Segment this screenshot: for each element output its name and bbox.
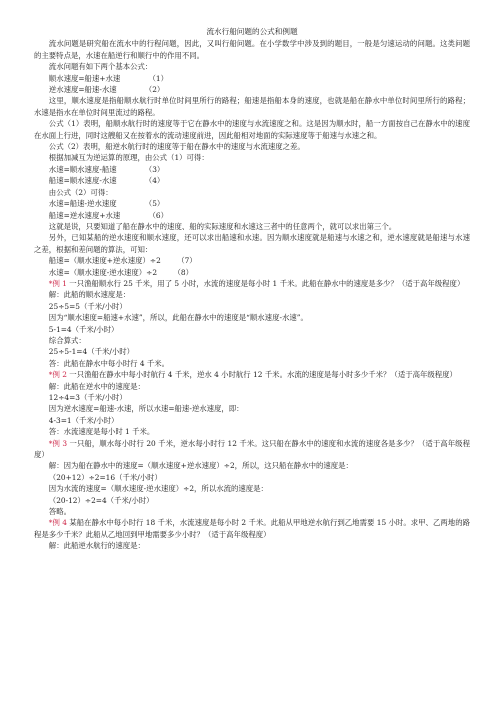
formula-line: 船速=逆水速度+水速 （6） — [48, 210, 168, 220]
formula-line: 水速=船速-逆水速度 （5） — [48, 199, 165, 209]
formula-line: 顺水速度=船速+水速 （1） — [48, 73, 168, 83]
paragraph: 根据加减互为逆运算的原理，由公式（1）可得： — [48, 153, 209, 163]
solution-line: 5-1=4（千米/小时） — [48, 324, 119, 334]
paragraph: 这就是说，只要知道了船在静水中的速度、船的实际速度和水速这三者中的任意两个，就可以求出第三个。 — [48, 221, 397, 231]
paragraph: 这里，顺水速度是指船顺水航行时单位时间里所行的路程；船速是指船本身的速度，也就是船在静水中单位时间里所行的路程；水速是指水在单位时间里流过的路程。 — [34, 96, 470, 117]
document-title: 流水行船问题的公式和例题 — [206, 27, 298, 36]
example-text: 一只渔船在静水中每小时航行 4 千米，逆水 4 小时航行 12 千米。水流的速度是每小时多少千米？（适于高年级程度） — [66, 370, 457, 380]
solution-line: 解：此船逆水航行的速度是： — [48, 541, 145, 551]
example-4 — [34, 517, 470, 540]
example-label: *例 1 — [48, 278, 67, 288]
solution-line: 解：此船在逆水中的速度是： — [48, 381, 145, 391]
solution-line: 解：此船的顺水速度是： — [48, 290, 131, 300]
solution-line: （20-12）÷2=4（千米/小时） — [48, 495, 154, 505]
solution-line: 12÷4=3（千米/小时） — [48, 393, 127, 402]
example-text: 一只船，顺水每小时行 20 千米，逆水每小时行 12 千米。这只船在静水中的速度和水流的速度各是多少？（适于高年级程度） — [34, 438, 470, 460]
paragraph: 公式（2）表明，船逆水航行时的速度等于船在静水中的速度与水流速度之差。 — [48, 142, 305, 152]
paragraph: 由公式（2）可得： — [48, 187, 113, 197]
solution-line: 25÷5-1=4（千米/小时） — [48, 347, 135, 357]
formula-line: 水速=（顺水速度-逆水速度）÷2 （8） — [48, 267, 193, 277]
formula-line: 逆水速度=船速-水速 （2） — [48, 85, 165, 95]
solution-line: 答：此船在静水中每小时行 4 千米。 — [48, 358, 170, 368]
formula-line: 水速=顺水速度-船速 （3） — [48, 164, 165, 174]
example-3 — [34, 438, 470, 461]
solution-line: （20+12）÷2=16（千米/小时） — [48, 472, 162, 482]
solution-line: 因为水流的速度=（顺水速度-逆水速度）÷2，所以水流的速度是： — [48, 484, 268, 494]
solution-line: 答：水流速度是每小时 1 千米。 — [48, 427, 155, 437]
formula-line: 船速=（顺水速度+逆水速度）÷2 （7） — [48, 256, 197, 266]
example-1 — [34, 278, 470, 289]
solution-line: 因为“顺水速度=船速+水速”，所以，此船在静水中的速度是“顺水速度-水速”。 — [48, 313, 308, 323]
solution-line: 综合算式： — [48, 335, 86, 345]
example-label: *例 3 — [48, 438, 68, 448]
example-text: 某船在静水中每小时行 18 千米，水流速度是每小时 2 千米。此船从甲地逆水航行到乙地需要 15 小时。求甲、乙两地的路程是多少千米？此船从乙地回到甲地需要多少小时？（适于高年级程度） — [34, 518, 470, 539]
paragraph: 另外，已知某船的逆水速度和顺水速度，还可以求出船速和水速。因为顺水速度就是船速与水速之和，逆水速度就是船速与水速之差，根据和差问题的算法，可知： — [34, 233, 470, 254]
paragraph: 流水问题是研究船在流水中的行程问题，因此，又叫行船问题。在小学数学中涉及到的题目，一般是匀速运动的问题。这类问题的主要特点是，水速在船逆行和顺行中的作用不同。 — [34, 39, 470, 60]
paragraph: 公式（1）表明，船顺水航行时的速度等于它在静水中的速度与水流速度之和。这是因为顺水时，船一方面按自己在静水中的速度在水面上行进，同时这艘船又在按着水的流动速度前进，因此船相对地面的实际速度等于船速与水速之和。 — [34, 119, 470, 140]
solution-line: 答略。 — [48, 507, 71, 517]
solution-line: 因为逆水速度=船速-水速，所以水速=船速-逆水速度，即： — [48, 404, 244, 414]
example-2 — [34, 369, 470, 380]
example-label: *例 4 — [48, 518, 67, 528]
example-text: 一只渔船顺水行 25 千米，用了 5 小时，水流的速度是每小时 1 千米。此船在静水中的速度是多少？（适于高年级程度） — [66, 278, 465, 288]
example-label: *例 2 — [48, 370, 67, 380]
solution-line: 4-3=1（千米/小时） — [48, 415, 119, 425]
solution-line: 25÷5=5（千米/小时） — [48, 301, 127, 311]
solution-line: 解：因为船在静水中的速度=（顺水速度+逆水速度）÷2，所以，这只船在静水中的速度是： — [48, 461, 353, 471]
paragraph: 流水问题有如下两个基本公式： — [48, 62, 153, 72]
formula-line: 船速=顺水速度-水速 （4） — [48, 176, 165, 186]
